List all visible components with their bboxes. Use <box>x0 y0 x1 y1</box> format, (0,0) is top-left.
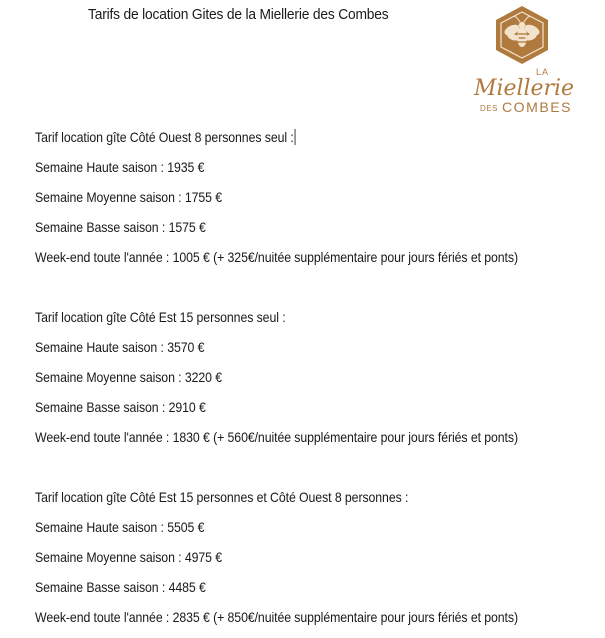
tariff-section-est <box>35 308 584 458</box>
logo-combes: COMBES <box>502 99 572 115</box>
tariff-line: Week-end toute l'année : 2835 € (+ 850€/nuitée supplémentaire pour jours fériés et ponts) <box>35 609 518 625</box>
section-heading: Tarif location gîte Côté Ouest 8 personnes seul : <box>35 129 294 145</box>
tariff-line: Semaine Basse saison : 2910 € <box>35 399 206 415</box>
tariff-line: Semaine Haute saison : 1935 € <box>35 159 205 175</box>
tariff-section-est-ouest <box>35 488 584 638</box>
miellerie-logo <box>470 3 578 119</box>
tariff-line: Week-end toute l'année : 1830 € (+ 560€/nuitée supplémentaire pour jours fériés et ponts) <box>35 429 518 445</box>
tariff-line: Semaine Moyenne saison : 4975 € <box>35 549 222 565</box>
tariff-line: Semaine Haute saison : 3570 € <box>35 339 205 355</box>
tariff-line: Semaine Moyenne saison : 1755 € <box>35 189 222 205</box>
tariff-line: Semaine Haute saison : 5505 € <box>35 519 205 535</box>
tariff-line: Semaine Moyenne saison : 3220 € <box>35 369 222 385</box>
tariff-section-ouest <box>35 128 584 278</box>
logo-miellerie: Miellerie <box>473 76 574 101</box>
tariff-line: Semaine Basse saison : 1575 € <box>35 219 206 235</box>
section-heading: Tarif location gîte Côté Est 15 personnes et Côté Ouest 8 personnes : <box>35 489 409 505</box>
text-cursor <box>295 129 296 145</box>
tariff-line: Week-end toute l'année : 1005 € (+ 325€/nuitée supplémentaire pour jours fériés et ponts) <box>35 249 518 265</box>
logo-des: DES <box>480 104 498 113</box>
bee-hexagon-icon <box>496 6 548 64</box>
logo-la: LA <box>536 67 550 77</box>
document-title: Tarifs de location Gites de la Miellerie des Combes <box>88 6 389 23</box>
tariff-line: Semaine Basse saison : 4485 € <box>35 579 206 595</box>
section-heading: Tarif location gîte Côté Est 15 personnes seul : <box>35 309 286 325</box>
